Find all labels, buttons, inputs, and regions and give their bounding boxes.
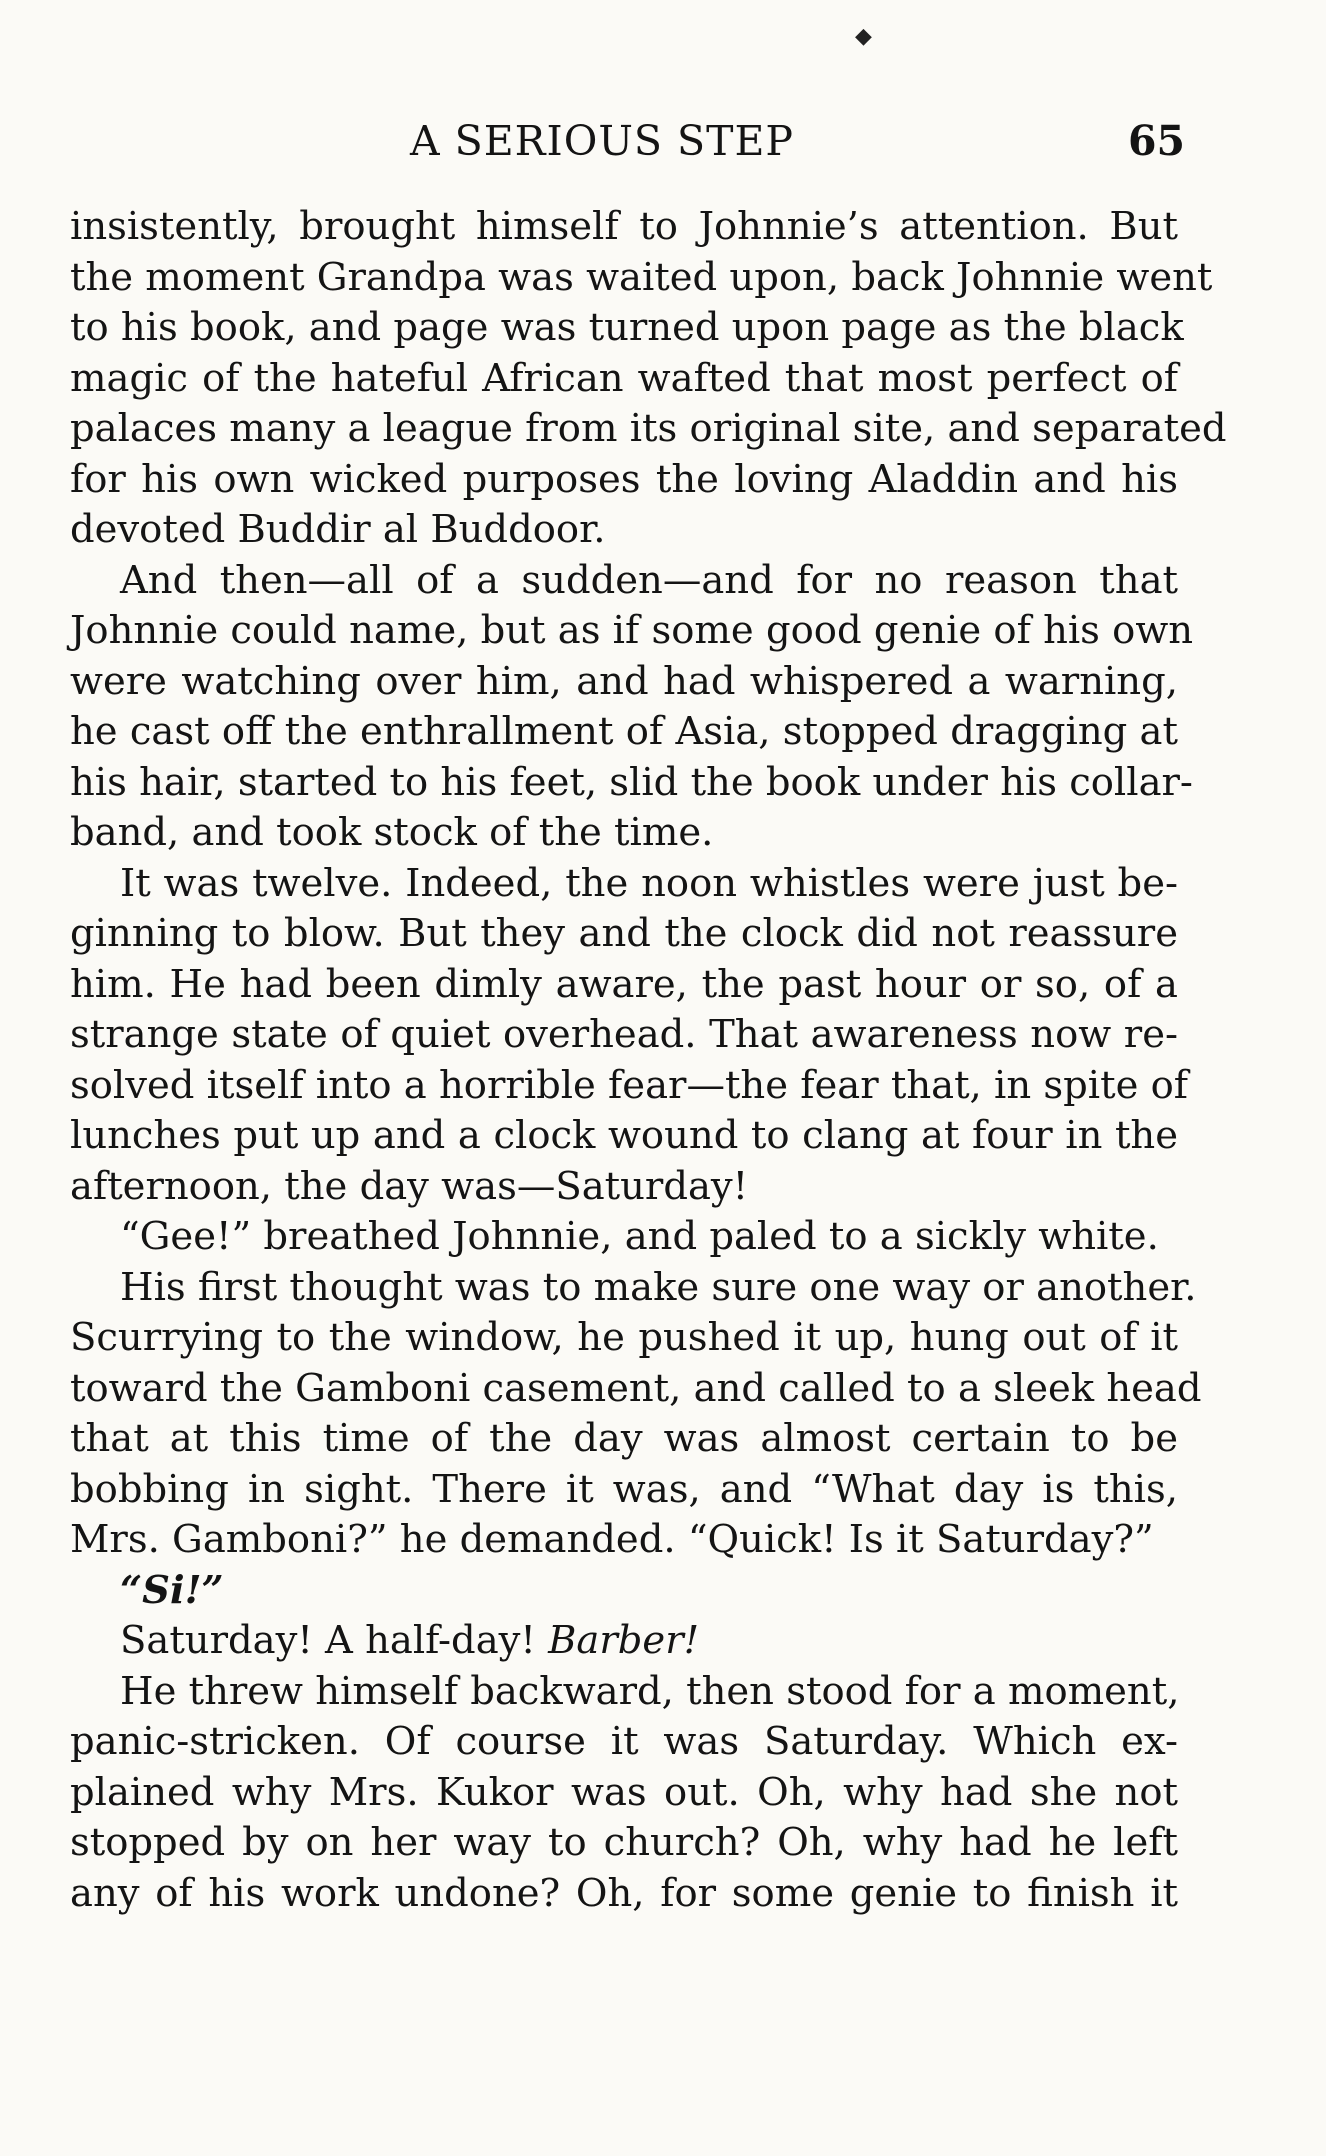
text-line: he cast off the enthrallment of Asia, stopped dragging at: [70, 709, 1178, 754]
paragraph: [70, 1667, 1178, 1920]
text-line: him. He had been dimly aware, the past hour or so, of a: [70, 961, 1178, 1007]
text-line: His first thought was to make sure one way or another.: [120, 1264, 1197, 1310]
paragraph: [70, 556, 1194, 859]
text-line: strange state of quiet overhead. That awareness now re-: [70, 1012, 1178, 1057]
text-line: palaces many a league from its original site, and separated: [70, 406, 1227, 451]
page-number: 65: [1128, 117, 1186, 165]
saturday-text: Saturday! A half-day!: [120, 1618, 549, 1663]
text-line: Johnnie could name, but as if some good genie of his own: [70, 608, 1194, 653]
text-line: “Gee!” breathed Johnnie, and paled to a sickly white.: [120, 1214, 1159, 1259]
text-line: afternoon, the day was—Saturday!: [70, 1163, 749, 1209]
text-line: toward the Gamboni casement, and called to a sleek head: [70, 1365, 1202, 1411]
text-line: were watching over him, and had whispered a warning,: [70, 658, 1178, 704]
paragraph: [70, 1212, 1178, 1263]
printer-ornament: ◆: [855, 24, 872, 49]
text-line: ginning to blow. But they and the clock did not reassure: [70, 911, 1178, 956]
text-line: He threw himself backward, then stood for a moment,: [120, 1668, 1180, 1714]
body-text: [70, 202, 1227, 1919]
text-line: for his own wicked purposes the loving Aladdin and his: [70, 456, 1178, 502]
text-line: It was twelve. Indeed, the noon whistles were just be-: [120, 860, 1178, 906]
text-line: his hair, started to his feet, slid the book under his collar-: [70, 759, 1193, 805]
text-line: And then—all of a sudden—and for no reason that: [120, 557, 1178, 603]
paragraph: [70, 202, 1227, 556]
text-line: any of his work undone? Oh, for some genie to finish it: [70, 1870, 1178, 1916]
text-line: devoted Buddir al Buddoor.: [70, 507, 606, 552]
barber-emphasis: Barber!: [548, 1618, 700, 1663]
paragraph: [70, 859, 1189, 1213]
paragraph: [70, 1263, 1202, 1566]
text-line: stopped by on her way to church? Oh, why had he left: [70, 1820, 1178, 1865]
text-line: Mrs. Gamboni?” he demanded. “Quick! Is it Saturday?”: [70, 1517, 1154, 1562]
text-line: band, and took stock of the time.: [70, 810, 714, 855]
running-title: A SERIOUS STEP: [410, 117, 794, 165]
text-line: to his book, and page was turned upon page as the black: [70, 305, 1184, 350]
page-header: [0, 116, 1326, 166]
text-line: [70, 1616, 1178, 1667]
text-line: the moment Grandpa was waited upon, back Johnnie went: [70, 254, 1213, 300]
text-line: Scurrying to the window, he pushed it up, hung out of it: [70, 1315, 1178, 1360]
text-line: lunches put up and a clock wound to clang at four in the: [70, 1113, 1178, 1158]
text-line: panic-stricken. Of course it was Saturday. Which ex-: [70, 1719, 1178, 1764]
text-line: magic of the hateful African wafted that most perfect of: [70, 355, 1178, 401]
text-line: “Si!”: [120, 1567, 224, 1613]
text-line: that at this time of the day was almost certain to be: [70, 1416, 1178, 1461]
text-line: plained why Mrs. Kukor was out. Oh, why had she not: [70, 1769, 1178, 1815]
text-line: bobbing in sight. There it was, and “What day is this,: [70, 1466, 1178, 1512]
paragraph: [70, 1566, 1178, 1617]
text-line: solved itself into a horrible fear—the fear that, in spite of: [70, 1062, 1189, 1108]
paragraph: [70, 1616, 1178, 1667]
text-line: insistently, brought himself to Johnnie’s attention. But: [70, 204, 1178, 249]
